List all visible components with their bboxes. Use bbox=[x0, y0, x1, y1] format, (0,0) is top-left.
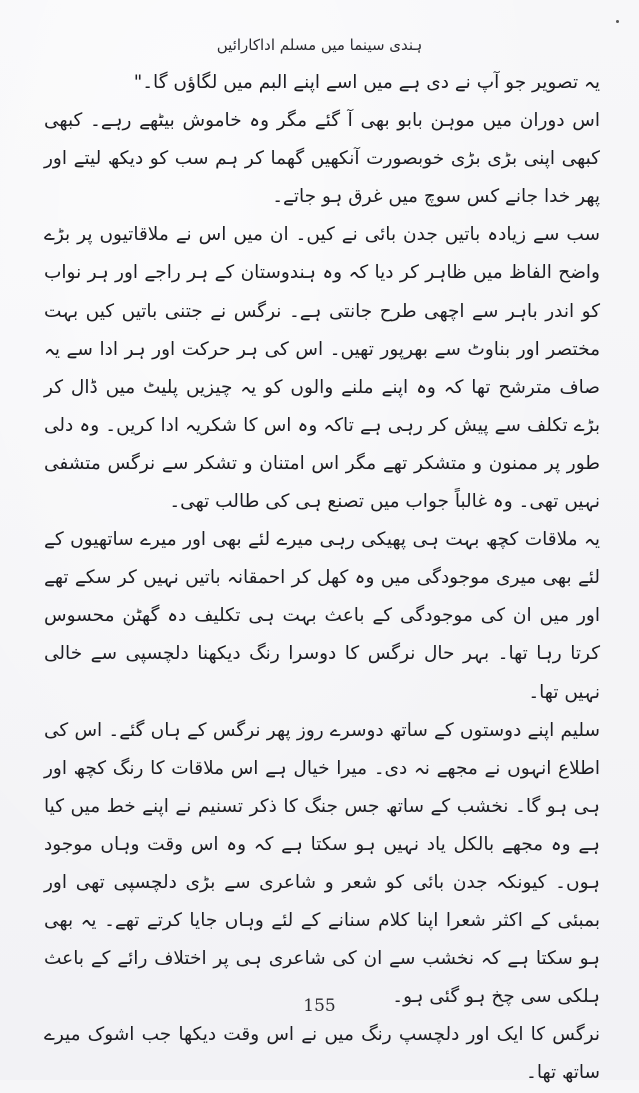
paragraph-3: سب سے زیادہ باتیں جدن بائی نے کیں۔ ان میں اس نے ملاقاتیوں پر بڑے واضح الفاظ میں ظاہر کر دیا کہ وہ ہندوستان کے ہر راجے اور ہر نواب کو اندر باہر سے اچھی طرح جانتی ہے۔ نرگس نے جتنی باتیں کیں بہت مختصر اور بناوٹ سے بھرپور تھیں۔ اس کی ہر حرکت اور ہر ادا سے یہ صاف مترشح تھا کہ وہ اپنے ملنے والوں کو یہ چیزیں پلیٹ میں ڈال کر بڑے تکلف سے پیش کر رہی ہے تاکہ وہ اس کا شکریہ ادا کریں۔ وہ دلی طور پر ممنون و متشکر تھے مگر اس امتنان و تشکر سے نرگس متشفی نہیں تھی۔ وہ غالباً جواب میں تصنع ہی کی طالب تھی۔ bbox=[44, 224, 600, 513]
running-header: ہندی سینما میں مسلم اداکارائیں bbox=[216, 36, 423, 54]
speck-mark bbox=[616, 20, 619, 23]
page-number: 155 bbox=[303, 996, 336, 1016]
paragraph-1: یہ تصویر جو آپ نے دی ہے میں اسے اپنے البم میں لگاؤں گا۔" bbox=[133, 72, 600, 93]
paragraph-5: سلیم اپنے دوستوں کے ساتھ دوسرے روز پھر نرگس کے ہاں گئے۔ اس کی اطلاع انہوں نے مجھے نہ دی۔ میرا خیال ہے اس ملاقات کا رنگ کچھ اور ہی ہو گا۔ نخشب کے ساتھ جس جنگ کا ذکر تسنیم نے اپنے خط میں کیا ہے وہ مجھے بالکل یاد نہیں ہو سکتا ہے کہ وہ اس وقت وہاں موجود ہوں۔ کیونکہ جدن بائی کو شعر و شاعری سے بڑی دلچسپی تھی اور بمبئی کے اکثر شعرا اپنا کلام سنانے کے لئے وہاں جایا کرتے تھے۔ یہ بھی ہو سکتا ہے کہ نخشب سے ان کی شاعری ہی پر اختلاف رائے کے باعث ہلکی سی چخ ہو گئی ہو۔ bbox=[44, 719, 600, 1008]
paragraph-6: نرگس کا ایک اور دلچسپ رنگ میں نے اس وقت دیکھا جب اشوک میرے ساتھ تھا۔ bbox=[44, 1024, 600, 1084]
paragraph-2: اس دوران میں موہن بابو بھی آ گئے مگر وہ خاموش بیٹھے رہے۔ کبھی کبھی اپنی بڑی بڑی خوبصورت آنکھیں گھما کر ہم سب کو دیکھ لیتے اور پھر خدا جانے کس سوچ میں غرق ہو جاتے۔ bbox=[44, 110, 600, 208]
body-text bbox=[44, 64, 600, 1093]
paragraph-4: یہ ملاقات کچھ بہت ہی پھیکی رہی میرے لئے بھی اور میرے ساتھیوں کے لئے بھی میری موجودگی میں وہ کھل کر احمقانہ باتیں نہیں کر سکے تھے اور میں ان کی موجودگی کے باعث بہت ہی تکلیف دہ گھٹن محسوس کرتا رہا تھا۔ بہر حال نرگس کا دوسرا رنگ دیکھنا دلچسپی سے خالی نہیں تھا۔ bbox=[44, 529, 600, 703]
